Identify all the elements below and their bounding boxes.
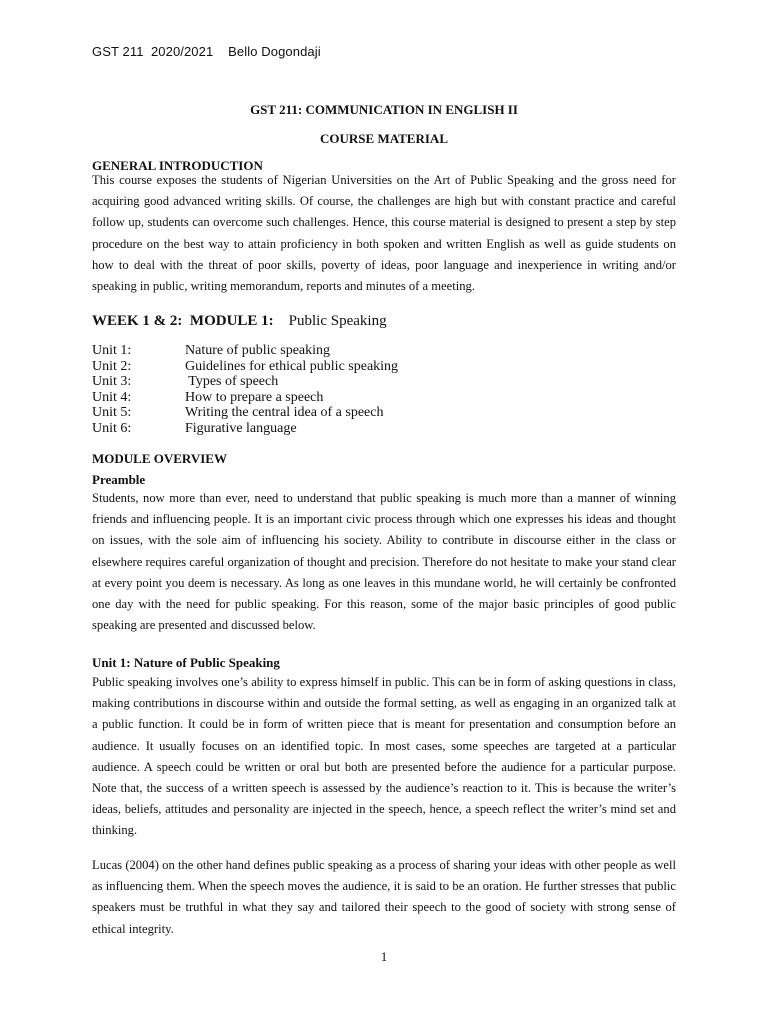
week-module-heading	[92, 313, 387, 330]
unit1-paragraph-2: Lucas (2004) on the other hand defines public speaking as a process of sharing your ideas with other people as well as influencing them. When the speech moves the audience, it is said to be an oration. He further stresses that public speakers must be truthful in what they say and tailored their speech to the good of society with strong sense of ethical integrity.	[92, 858, 676, 936]
list-item	[92, 390, 398, 406]
general-intro-body	[92, 170, 676, 297]
unit-title: Figurative language	[185, 420, 297, 436]
unit-number: Unit 2:	[92, 358, 132, 374]
list-item	[92, 359, 398, 375]
unit-title: How to prepare a speech	[185, 389, 324, 405]
list-item	[92, 343, 398, 359]
general-intro-paragraph: This course exposes the students of Nigerian Universities on the Art of Public Speaking and the gross need for acquiring good advanced writing skills. Of course, the challenges are high but with constant practice and careful follow up, students can overcome such challenges. Hence, this course material is designed to present a step by step procedure on the best way to attain proficiency in both spoken and written English as well as guide students on how to deal with the threat of poor skills, poverty of ideas, poor language and inexperience in writing and/or speaking in public, writing memorandum, reports and minutes of a meeting.	[92, 173, 676, 294]
preamble-paragraph: Students, now more than ever, need to understand that public speaking is much more than a manner of winning friends and influencing people. It is an important civic process through which one expresses his ideas and thought on issues, with the sole aim of influencing his society. Ability to contribute in discourse either in the class or elsewhere requires careful organization of thought and precision. Therefore do not hesitate to make your stand clear at every point you deem is necessary. As long as one leaves in this mundane world, he will certainly be confronted one day with the need for public speaking. For this reason, some of the major basic principles of good public speaking are presented and discussed below.	[92, 491, 676, 633]
unit1-paragraph-1: Public speaking involves one’s ability to express himself in public. This can be in form of asking questions in class, making contributions in discourse within and outside the formal setting, as well as engaging in an organized talk at a public function. It could be in form of written piece that is meant for presentation and consumption before an audience. It usually focuses on an identified topic. In most cases, some speeches are targeted at a particular audience. A speech could be written or oral but both are presented before the audience for a particular purpose. Note that, the success of a written speech is assessed by the audience’s reaction to it. This is because the writer’s ideas, beliefs, attitudes and personality are injected in the speech, hence, a speech reflect the writer’s mind set and thinking.	[92, 675, 676, 838]
unit-number: Unit 6:	[92, 420, 132, 436]
module-topic: Public Speaking	[288, 313, 387, 329]
list-item	[92, 421, 398, 437]
unit1-body	[92, 672, 676, 842]
page-number: 1	[380, 949, 388, 964]
unit-title: Writing the central idea of a speech	[185, 405, 384, 420]
page-header: GST 211 2020/2021 Bello Dogondaji	[92, 44, 321, 59]
unit-number: Unit 5:	[92, 405, 132, 420]
module-overview-heading: MODULE OVERVIEW	[92, 451, 227, 466]
unit-number: Unit 1:	[92, 343, 132, 358]
document-subtitle: COURSE MATERIAL	[320, 131, 448, 146]
unit-title: Guidelines for ethical public speaking	[185, 358, 399, 374]
list-item	[92, 405, 398, 421]
unit-list	[92, 343, 398, 436]
preamble-body	[92, 488, 676, 636]
unit1-body-2	[92, 855, 676, 940]
unit-number: Unit 3:	[92, 374, 132, 389]
list-item	[92, 374, 398, 390]
unit-number: Unit 4:	[92, 389, 132, 405]
week-label: WEEK 1 & 2: MODULE 1:	[92, 313, 274, 329]
preamble-heading: Preamble	[92, 472, 146, 487]
unit-title: Nature of public speaking	[185, 343, 331, 358]
general-intro-heading: GENERAL INTRODUCTION	[92, 158, 263, 173]
unit-title: Types of speech	[185, 374, 279, 389]
unit1-heading: Unit 1: Nature of Public Speaking	[92, 655, 280, 670]
document-title: GST 211: COMMUNICATION IN ENGLISH II	[250, 102, 518, 117]
